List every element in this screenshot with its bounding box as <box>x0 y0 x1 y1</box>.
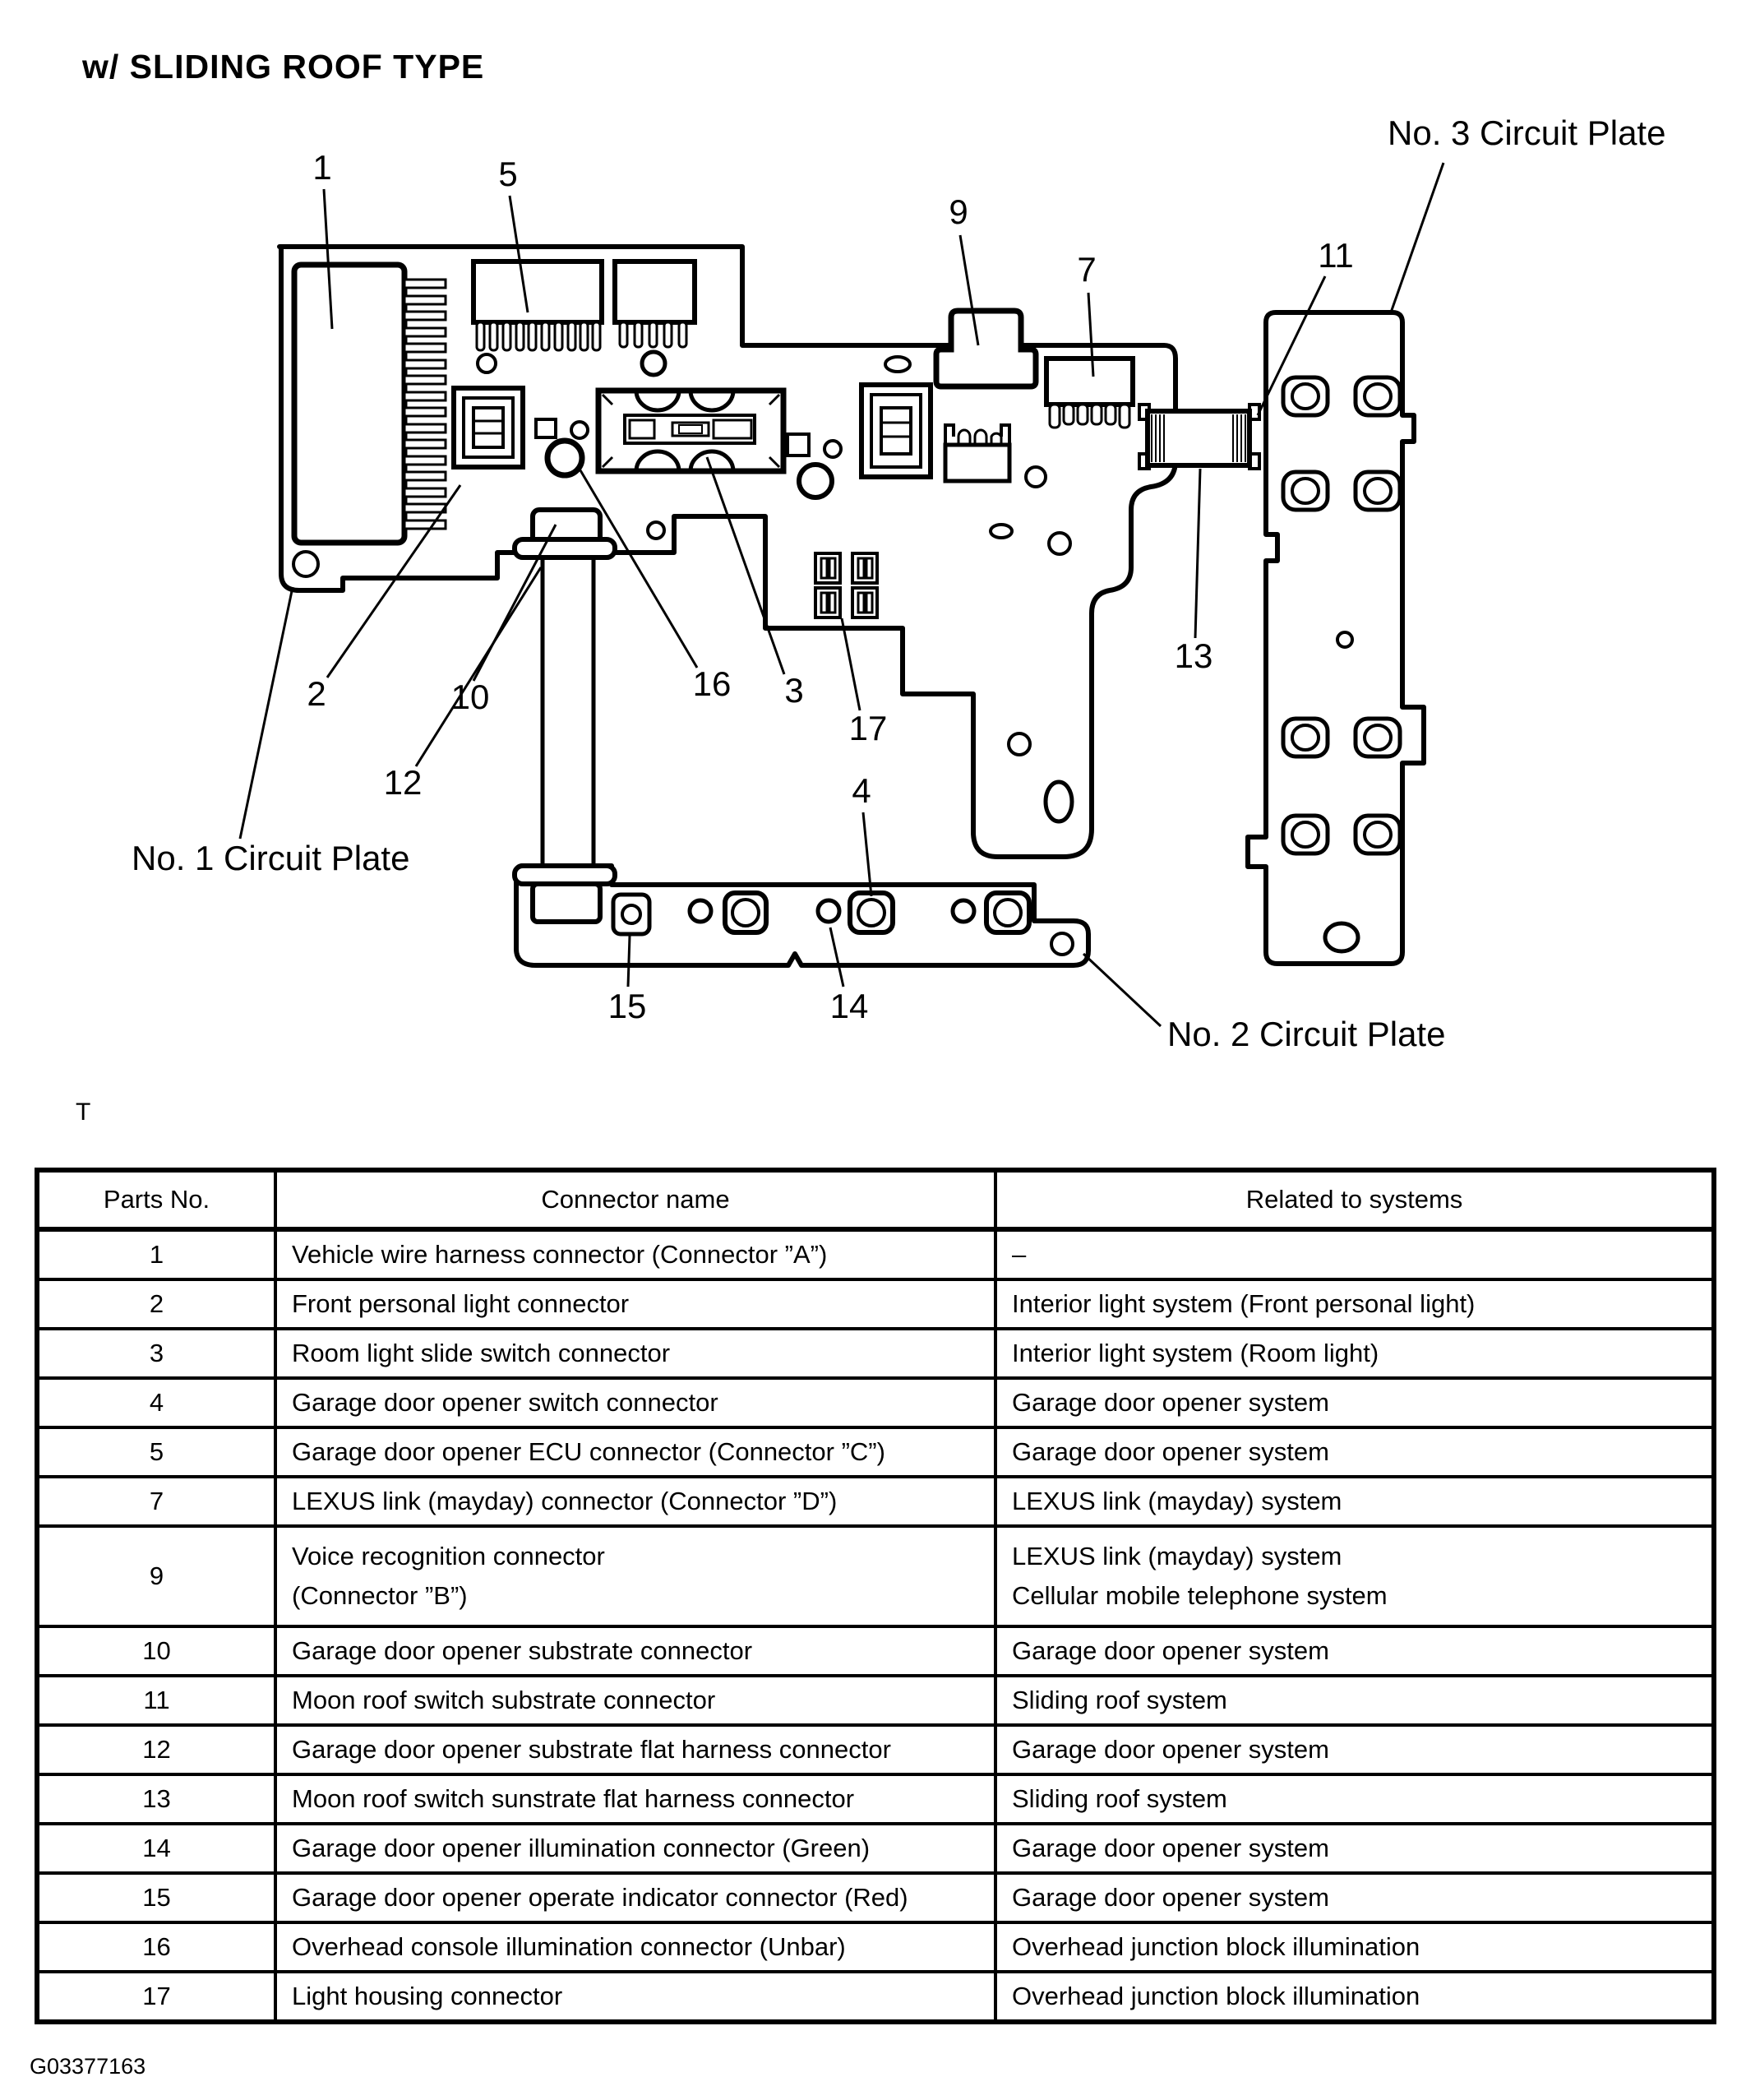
front-personal-light-connector-left <box>454 388 523 467</box>
margin-mark: T <box>76 1099 91 1126</box>
callout-7: 7 <box>1077 250 1097 289</box>
callout-14: 14 <box>829 987 869 1025</box>
gdo-operate-indicator-connector <box>613 895 649 934</box>
callout-3: 3 <box>784 671 804 710</box>
table-row: 13 Moon roof switch sunstrate flat harness connector Sliding roof system <box>37 1774 1714 1824</box>
table-row: 3 Room light slide switch connector Interior light system (Room light) <box>37 1329 1714 1378</box>
table-row: 5 Garage door opener ECU connector (Connector ”C”) Garage door opener system <box>37 1427 1714 1477</box>
col-header-related-systems: Related to systems <box>995 1170 1714 1229</box>
substrate-bolt-washer-bottom <box>515 866 615 884</box>
callout-9: 9 <box>949 192 968 231</box>
page-title: w/ SLIDING ROOF TYPE <box>82 48 485 86</box>
table-row: 4 Garage door opener switch connector Garage door opener system <box>37 1378 1714 1427</box>
table-row: 17 Light housing connector Overhead junction block illumination <box>37 1972 1714 2022</box>
gdo-ecu-connector-pins <box>477 322 600 350</box>
callout-1: 1 <box>312 148 332 187</box>
board-hole <box>571 422 588 438</box>
table-row: 10 Garage door opener substrate connector Garage door opener system <box>37 1626 1714 1676</box>
board-hole <box>824 441 841 457</box>
table-header-row <box>37 1170 1714 1229</box>
callout-15: 15 <box>607 987 647 1025</box>
vehicle-harness-connector <box>294 265 404 543</box>
room-light-slide-switch-connector <box>598 391 783 471</box>
table-row: 9 Voice recognition connector (Connector ”B”) LEXUS link (mayday) system Cellular mobile telephone system <box>37 1526 1714 1626</box>
board-hole <box>991 525 1012 538</box>
board-hole <box>478 354 496 372</box>
plate1-label: No. 1 Circuit Plate <box>132 839 410 877</box>
table-row: 16 Overhead console illumination connector (Unbar) Overhead junction block illumination <box>37 1922 1714 1972</box>
callout-4: 4 <box>852 771 871 810</box>
plate3-label: No. 3 Circuit Plate <box>1388 113 1666 152</box>
overhead-console-illumination-connector <box>547 441 582 475</box>
col-header-connector-name: Connector name <box>275 1170 995 1229</box>
flat-harness-strip <box>543 557 594 867</box>
plate2-label: No. 2 Circuit Plate <box>1167 1015 1446 1053</box>
callout-13: 13 <box>1174 636 1213 675</box>
table-row: 12 Garage door opener substrate flat harness connector Garage door opener system <box>37 1725 1714 1774</box>
board-hole <box>293 552 318 576</box>
board-hole <box>885 357 910 372</box>
comb-component <box>945 425 1009 481</box>
substrate-bolt-foot <box>533 884 600 922</box>
gdo-ecu-connector <box>473 261 602 322</box>
moonroof-flat-harness-connector <box>1139 405 1259 469</box>
callout-10: 10 <box>450 678 490 716</box>
callout-16: 16 <box>692 664 732 703</box>
callout-2: 2 <box>307 674 326 713</box>
light-housing-connector-pads <box>815 553 877 618</box>
board-hole <box>642 352 665 375</box>
table-row: 2 Front personal light connector Interior light system (Front personal light) <box>37 1279 1714 1329</box>
board-pad <box>536 419 556 437</box>
board-pad <box>788 434 809 456</box>
aux-connector <box>615 261 695 322</box>
substrate-bolt-washer <box>515 539 615 557</box>
table-row: 7 LEXUS link (mayday) connector (Connector ”D”) LEXUS link (mayday) system <box>37 1477 1714 1526</box>
callout-11: 11 <box>1318 236 1354 275</box>
harness-connector-pins <box>404 280 446 529</box>
front-personal-light-connector-right <box>861 385 931 477</box>
callout-5: 5 <box>498 155 518 193</box>
callout-12: 12 <box>383 763 423 802</box>
connector-parts-table <box>35 1168 1716 2024</box>
voice-recognition-connector <box>936 311 1036 386</box>
figure-code: G03377163 <box>30 2054 146 2079</box>
board-hole <box>799 465 832 497</box>
table-row: 15 Garage door opener operate indicator connector (Red) Garage door opener system <box>37 1873 1714 1922</box>
callout-17: 17 <box>848 709 888 747</box>
table-row: 11 Moon roof switch substrate connector Sliding roof system <box>37 1676 1714 1725</box>
board-hole <box>1026 467 1046 487</box>
board-hole <box>1009 733 1030 755</box>
aux-connector-pins <box>620 322 686 347</box>
col-header-parts-no: Parts No. <box>37 1170 275 1229</box>
lexus-link-connector <box>1046 358 1133 428</box>
table-row: 1 Vehicle wire harness connector (Connector ”A”) – <box>37 1229 1714 1279</box>
board-hole <box>1049 533 1070 554</box>
table-row: 14 Garage door opener illumination connector (Green) Garage door opener system <box>37 1824 1714 1873</box>
board-hole <box>648 522 664 539</box>
board-hole <box>1046 782 1072 821</box>
